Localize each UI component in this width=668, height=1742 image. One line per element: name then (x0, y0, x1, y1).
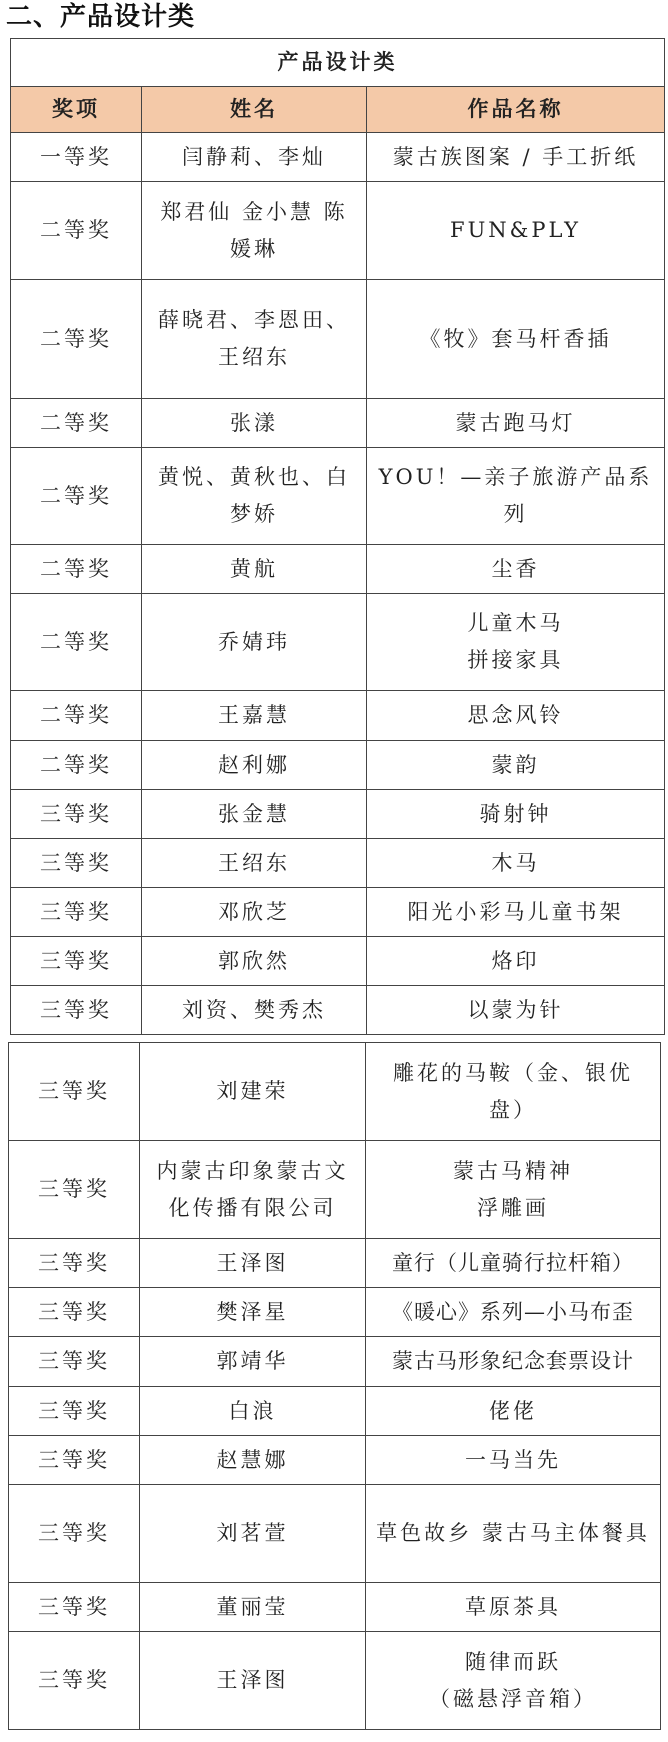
table-row (11, 839, 665, 888)
table-row (9, 1337, 661, 1387)
table-row (9, 1239, 661, 1288)
work-cell: 一马当先 (366, 1436, 661, 1485)
table-row (9, 1141, 661, 1239)
table-row (11, 133, 665, 182)
table-row (11, 888, 665, 937)
award-cell: 三等奖 (9, 1632, 140, 1730)
name-cell: 赵慧娜 (140, 1436, 366, 1485)
award-cell: 三等奖 (11, 937, 142, 986)
name-cell: 张漾 (142, 399, 367, 448)
award-cell: 二等奖 (11, 545, 142, 594)
award-cell: 三等奖 (9, 1485, 140, 1583)
table-row (11, 594, 665, 691)
name-cell: 郭欣然 (142, 937, 367, 986)
column-header-name: 姓名 (142, 87, 367, 133)
award-cell: 二等奖 (11, 280, 142, 399)
award-cell: 三等奖 (9, 1043, 140, 1141)
work-cell: 佬佬 (366, 1387, 661, 1436)
award-cell: 三等奖 (11, 986, 142, 1035)
work-cell: 蒙古马形象纪念套票设计 (366, 1337, 661, 1387)
table-title: 产品设计类 (11, 39, 665, 87)
award-cell: 三等奖 (9, 1239, 140, 1288)
work-cell: 木马 (367, 839, 665, 888)
table-row (11, 741, 665, 790)
work-cell: 草色故乡 蒙古马主体餐具 (366, 1485, 661, 1583)
section-heading: 二、产品设计类 (6, 2, 196, 32)
work-cell: 蒙古马精神 浮雕画 (366, 1141, 661, 1239)
award-cell: 三等奖 (9, 1436, 140, 1485)
column-header-work: 作品名称 (367, 87, 665, 133)
table-row (9, 1583, 661, 1632)
table-row (9, 1485, 661, 1583)
awards-table-part2 (8, 1042, 661, 1730)
work-cell: 随律而跃 （磁悬浮音箱） (366, 1632, 661, 1730)
work-cell: 蒙古跑马灯 (367, 399, 665, 448)
work-cell: 童行（儿童骑行拉杆箱） (366, 1239, 661, 1288)
table-row (9, 1043, 661, 1141)
table-header-row (11, 87, 665, 133)
name-cell: 黄航 (142, 545, 367, 594)
work-cell: 以蒙为针 (367, 986, 665, 1035)
name-cell: 樊泽星 (140, 1288, 366, 1337)
work-cell: 草原茶具 (366, 1583, 661, 1632)
award-cell: 三等奖 (11, 888, 142, 937)
award-cell: 二等奖 (11, 448, 142, 545)
column-header-award: 奖项 (11, 87, 142, 133)
award-cell: 二等奖 (11, 594, 142, 691)
award-cell: 三等奖 (9, 1583, 140, 1632)
work-cell: 烙印 (367, 937, 665, 986)
name-cell: 邓欣芝 (142, 888, 367, 937)
table-row (11, 399, 665, 448)
work-cell: 尘香 (367, 545, 665, 594)
table-row (9, 1632, 661, 1730)
table-row (11, 182, 665, 280)
award-cell: 一等奖 (11, 133, 142, 182)
work-cell: 雕花的马鞍（金、银优盘） (366, 1043, 661, 1141)
table-row (11, 545, 665, 594)
table-row (11, 691, 665, 741)
name-cell: 王绍东 (142, 839, 367, 888)
name-cell: 内蒙古印象蒙古文化传播有限公司 (140, 1141, 366, 1239)
name-cell: 闫静莉、李灿 (142, 133, 367, 182)
work-cell: 蒙古族图案 / 手工折纸 (367, 133, 665, 182)
name-cell: 郑君仙 金小慧 陈媛琳 (142, 182, 367, 280)
table-title-row (11, 39, 665, 87)
name-cell: 王泽图 (140, 1632, 366, 1730)
name-cell: 黄悦、黄秋也、白梦娇 (142, 448, 367, 545)
name-cell: 乔婧玮 (142, 594, 367, 691)
award-cell: 三等奖 (9, 1288, 140, 1337)
award-cell: 二等奖 (11, 691, 142, 741)
work-cell: 阳光小彩马儿童书架 (367, 888, 665, 937)
table-row (9, 1387, 661, 1436)
award-cell: 二等奖 (11, 399, 142, 448)
table-row (11, 937, 665, 986)
table-row (9, 1436, 661, 1485)
award-cell: 三等奖 (11, 839, 142, 888)
work-cell: 思念风铃 (367, 691, 665, 741)
name-cell: 刘资、樊秀杰 (142, 986, 367, 1035)
name-cell: 薛晓君、李恩田、王绍东 (142, 280, 367, 399)
award-cell: 三等奖 (9, 1141, 140, 1239)
work-cell: FUN&PLY (367, 182, 665, 280)
table-row (11, 280, 665, 399)
name-cell: 董丽莹 (140, 1583, 366, 1632)
work-cell: 《牧》套马杆香插 (367, 280, 665, 399)
name-cell: 郭靖华 (140, 1337, 366, 1387)
award-cell: 三等奖 (9, 1387, 140, 1436)
table-row (11, 790, 665, 839)
work-cell: 儿童木马 拼接家具 (367, 594, 665, 691)
table-row (11, 986, 665, 1035)
award-cell: 三等奖 (11, 790, 142, 839)
table-row (9, 1288, 661, 1337)
name-cell: 刘建荣 (140, 1043, 366, 1141)
name-cell: 王嘉慧 (142, 691, 367, 741)
name-cell: 白浪 (140, 1387, 366, 1436)
name-cell: 王泽图 (140, 1239, 366, 1288)
name-cell: 张金慧 (142, 790, 367, 839)
name-cell: 赵利娜 (142, 741, 367, 790)
work-cell: 蒙韵 (367, 741, 665, 790)
awards-table-part1 (10, 38, 665, 1035)
work-cell: 骑射钟 (367, 790, 665, 839)
award-cell: 三等奖 (9, 1337, 140, 1387)
table-row (11, 448, 665, 545)
name-cell: 刘茗萱 (140, 1485, 366, 1583)
award-cell: 二等奖 (11, 741, 142, 790)
work-cell: YOU！—亲子旅游产品系列 (367, 448, 665, 545)
award-cell: 二等奖 (11, 182, 142, 280)
work-cell: 《暖心》系列—小马布歪 (366, 1288, 661, 1337)
